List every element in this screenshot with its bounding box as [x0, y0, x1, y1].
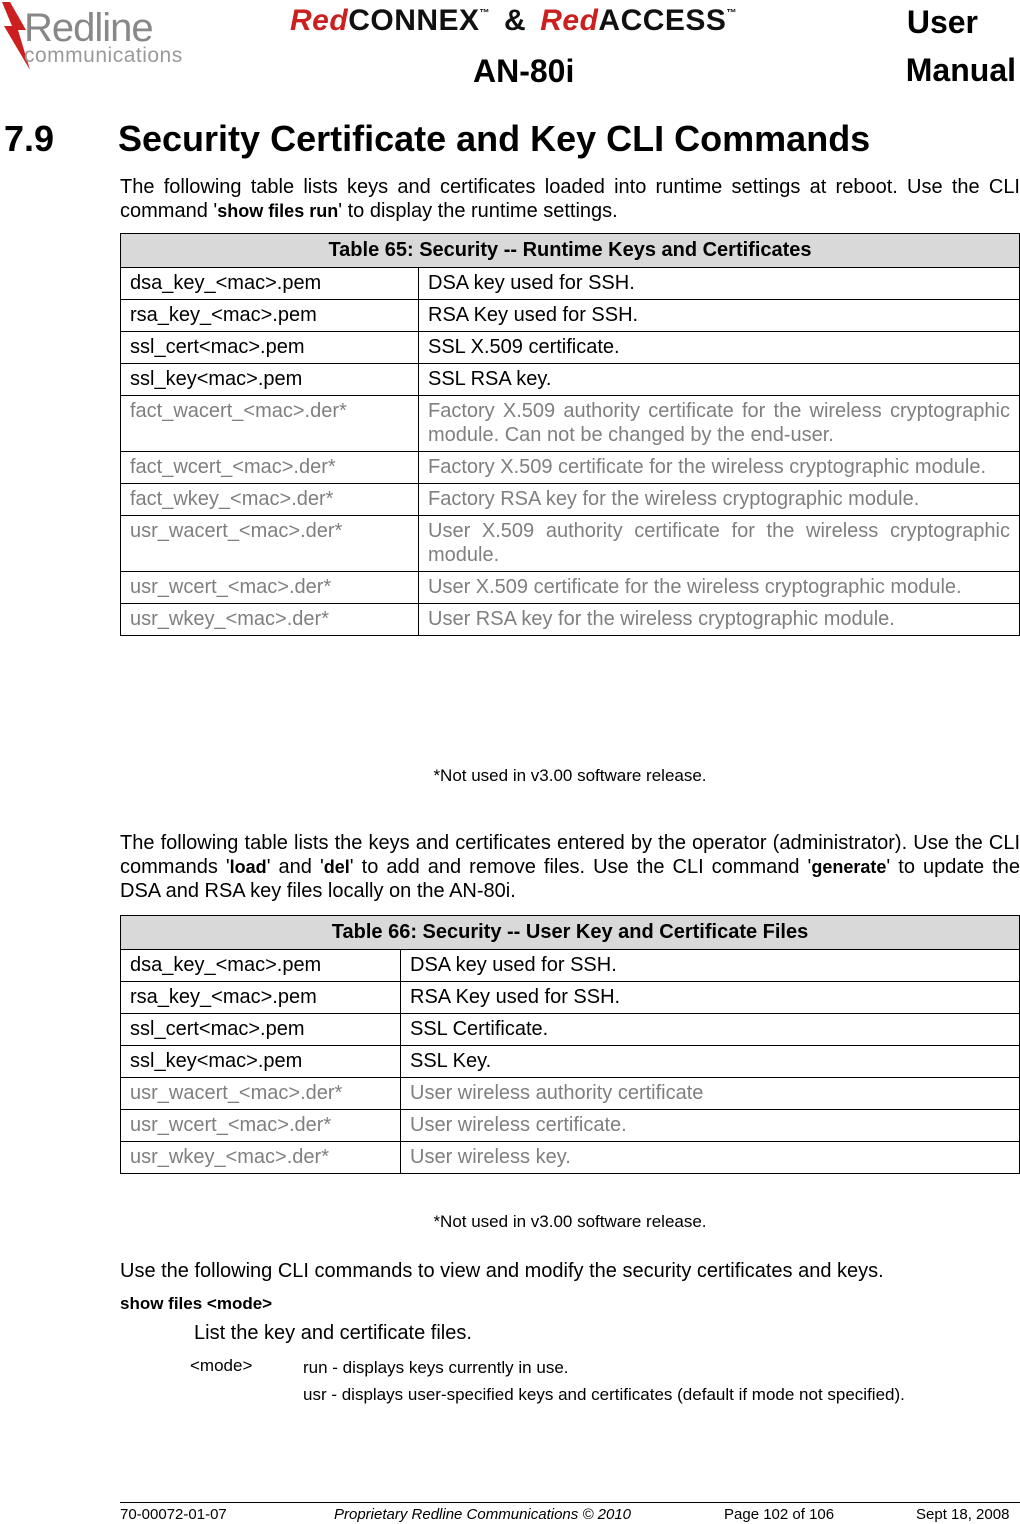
paragraph-text: The following table lists the keys and certificates entered by the operator (administrator). Use the CLI commands ' [120, 832, 1020, 878]
parameter-option-run: run - displays keys currently in use. [303, 1358, 569, 1377]
file-name: rsa_key_<mac>.pem [121, 982, 401, 1014]
cli-command: load [229, 857, 267, 877]
table-footnote: *Not used in v3.00 software release. [433, 1212, 707, 1231]
table-row [121, 300, 1020, 332]
intro-text: The following table lists keys and certificates loaded into runtime settings at reboot. Use the CLI command ' [120, 176, 1020, 222]
paragraph-text: ' and ' [266, 856, 324, 878]
command-description: List the key and certificate files. [194, 1322, 472, 1344]
section-number: 7.9 [4, 118, 55, 159]
cli-command: generate [811, 857, 887, 877]
manual-title-user: User [906, 4, 978, 40]
logo-subtitle: communications [24, 44, 183, 67]
footer-page-number: Page 102 of 106 [724, 1506, 835, 1523]
file-name: dsa_key_<mac>.pem [121, 268, 419, 300]
paragraph-user-files [120, 831, 1020, 903]
table-row [121, 1046, 1020, 1078]
file-description: User X.509 authority certificate for the wireless cryptographic module. [419, 516, 1020, 572]
manual-title-manual: Manual [905, 52, 1016, 88]
table-row [121, 572, 1020, 604]
table-row [121, 1014, 1020, 1046]
file-name: dsa_key_<mac>.pem [121, 950, 401, 982]
file-name: ssl_key<mac>.pem [121, 1046, 401, 1078]
command-name: show files <mode> [120, 1294, 273, 1313]
footer-copyright: Proprietary Redline Communications © 2010 [334, 1506, 632, 1523]
paragraph-commands-intro: Use the following CLI commands to view and modify the security certificates and keys. [120, 1260, 884, 1282]
file-description: SSL Certificate. [401, 1014, 1020, 1046]
table-row [121, 982, 1020, 1014]
table-row [121, 452, 1020, 484]
file-name: ssl_key<mac>.pem [121, 364, 419, 396]
file-description: User wireless certificate. [401, 1110, 1020, 1142]
parameter-name: <mode> [190, 1356, 253, 1375]
file-description: User wireless authority certificate [401, 1078, 1020, 1110]
footer-doc-id: 70-00072-01-07 [120, 1506, 227, 1523]
table-row [121, 1110, 1020, 1142]
file-description: RSA Key used for SSH. [401, 982, 1020, 1014]
section-title: Security Certificate and Key CLI Commands [118, 118, 871, 159]
file-name: usr_wcert_<mac>.der* [121, 1110, 401, 1142]
cli-command: show files run [217, 201, 339, 221]
product-model: AN-80i [473, 53, 575, 89]
table-row [121, 950, 1020, 982]
intro-text: ' to display the runtime settings. [338, 200, 618, 222]
table-title: Table 65: Security -- Runtime Keys and Certificates [121, 234, 1020, 268]
brand-connex: CONNEX [348, 4, 480, 37]
file-description: RSA Key used for SSH. [419, 300, 1020, 332]
cli-command: del [323, 857, 350, 877]
table-row [121, 364, 1020, 396]
file-name: fact_wkey_<mac>.der* [121, 484, 419, 516]
trademark: ™ [726, 8, 737, 19]
brand-ampersand: & [504, 4, 527, 37]
paragraph-text: ' to update the DSA and RSA key files locally on the AN-80i. [120, 856, 1020, 902]
file-name: usr_wcert_<mac>.der* [121, 572, 419, 604]
file-name: usr_wacert_<mac>.der* [121, 516, 419, 572]
file-name: usr_wkey_<mac>.der* [121, 604, 419, 636]
file-description: Factory X.509 certificate for the wireless cryptographic module. [419, 452, 1020, 484]
file-name: usr_wacert_<mac>.der* [121, 1078, 401, 1110]
file-description: User wireless key. [401, 1142, 1020, 1174]
trademark: ™ [479, 8, 491, 19]
table-row [121, 516, 1020, 572]
file-description: DSA key used for SSH. [419, 268, 1020, 300]
file-name: usr_wkey_<mac>.der* [121, 1142, 401, 1174]
table-row [121, 332, 1020, 364]
file-description: Factory X.509 authority certificate for the wireless cryptographic module. Can not be changed by the end-user. [419, 396, 1020, 452]
footer-date: Sept 18, 2008 [916, 1506, 1010, 1523]
file-description: SSL RSA key. [419, 364, 1020, 396]
table-footnote: *Not used in v3.00 software release. [433, 766, 707, 785]
file-description: User X.509 certificate for the wireless cryptographic module. [419, 572, 1020, 604]
file-name: fact_wcert_<mac>.der* [121, 452, 419, 484]
file-description: SSL X.509 certificate. [419, 332, 1020, 364]
brand-access: ACCESS [598, 4, 727, 37]
brand-red-prefix: Red [290, 4, 349, 37]
brand-red-prefix: Red [540, 4, 599, 37]
section-heading [4, 118, 870, 160]
file-name: ssl_cert<mac>.pem [121, 1014, 401, 1046]
table-row [121, 1078, 1020, 1110]
table-row [121, 604, 1020, 636]
file-description: User RSA key for the wireless cryptographic module. [419, 604, 1020, 636]
file-description: SSL Key. [401, 1046, 1020, 1078]
table-title: Table 66: Security -- User Key and Certificate Files [121, 916, 1020, 950]
logo-name: Redline [24, 6, 153, 50]
table-row [121, 484, 1020, 516]
file-name: ssl_cert<mac>.pem [121, 332, 419, 364]
table-row [121, 268, 1020, 300]
intro-paragraph [120, 175, 1020, 223]
table-66 [120, 915, 1020, 1174]
paragraph-text: ' to add and remove files. Use the CLI command ' [349, 856, 812, 878]
file-name: rsa_key_<mac>.pem [121, 300, 419, 332]
page-header [0, 0, 1020, 100]
table-row [121, 396, 1020, 452]
file-description: Factory RSA key for the wireless cryptographic module. [419, 484, 1020, 516]
product-brand [290, 4, 737, 38]
footer-divider [120, 1502, 1020, 1503]
file-name: fact_wacert_<mac>.der* [121, 396, 419, 452]
file-description: DSA key used for SSH. [401, 950, 1020, 982]
parameter-option-usr: usr - displays user-specified keys and certificates (default if mode not specified). [303, 1385, 905, 1404]
table-65 [120, 233, 1020, 636]
table-row [121, 1142, 1020, 1174]
